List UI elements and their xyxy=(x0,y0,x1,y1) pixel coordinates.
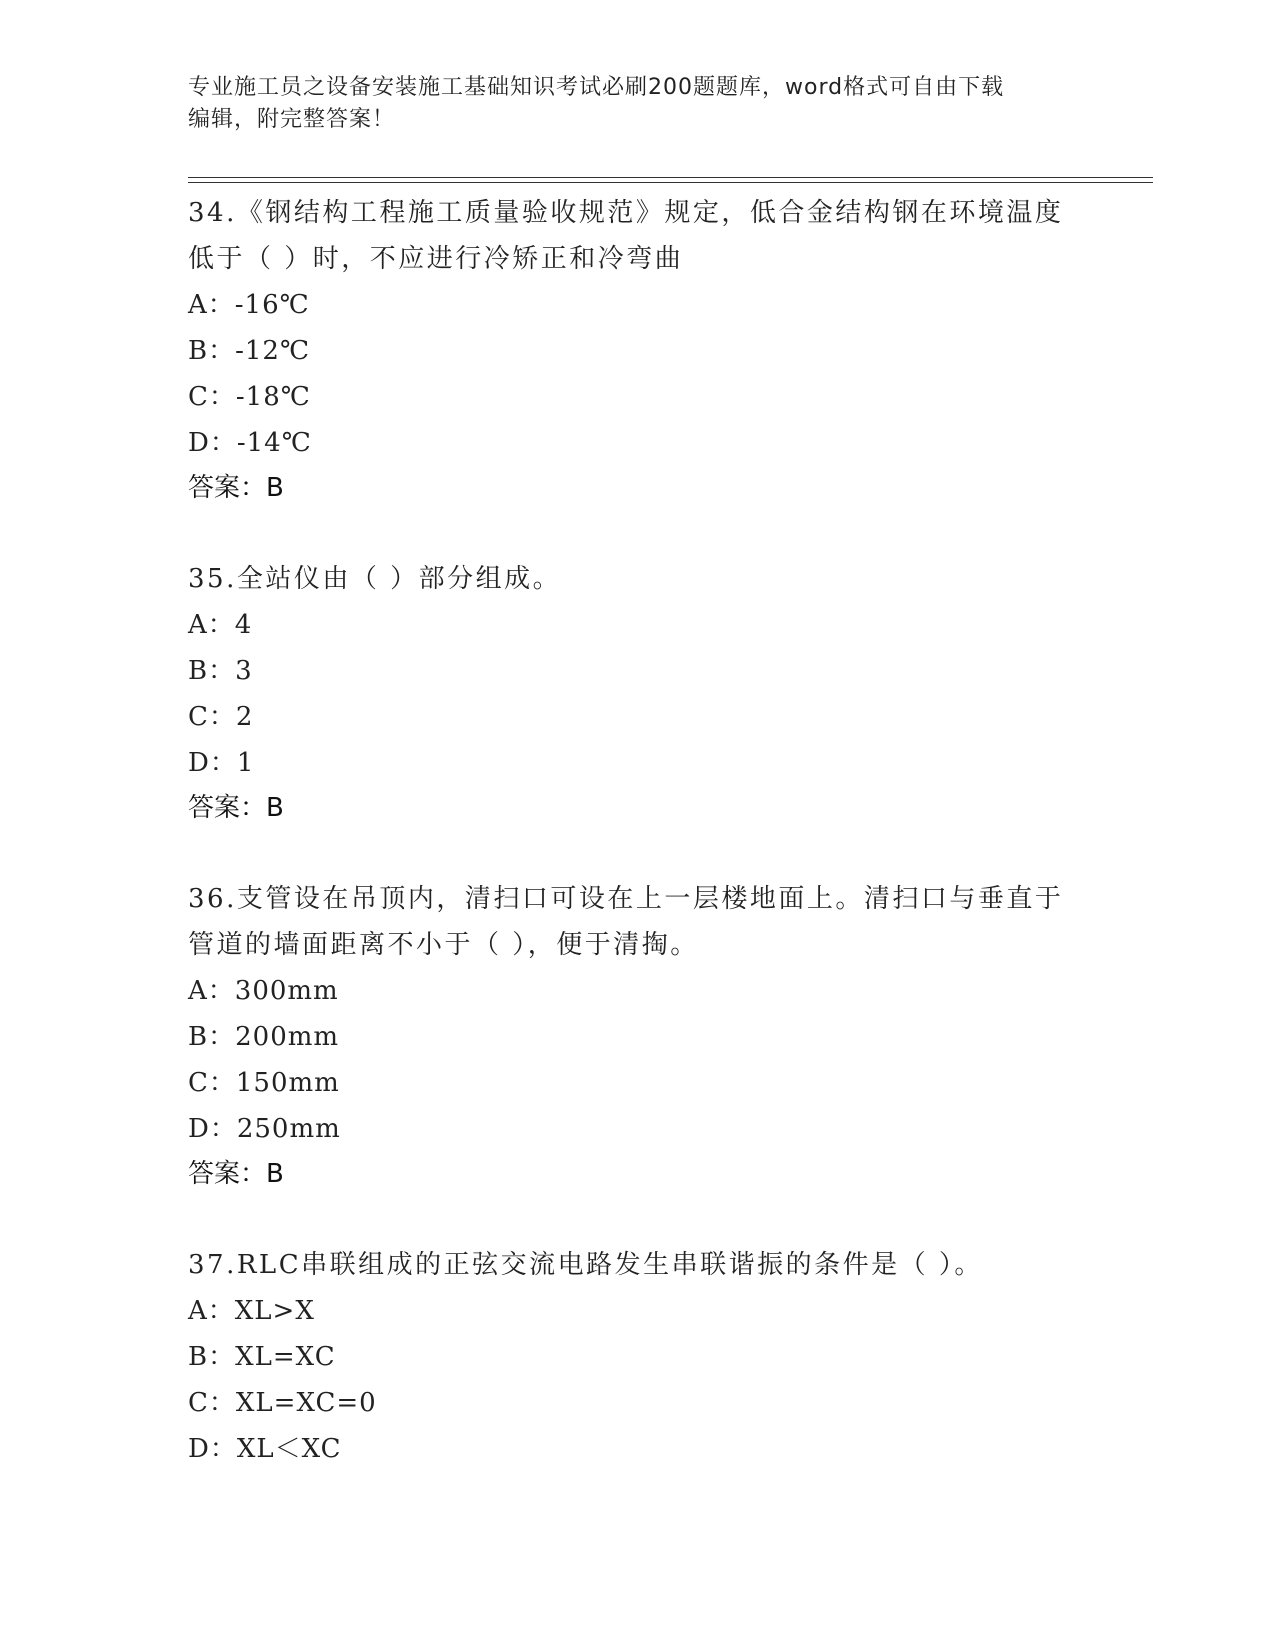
option-c: C：2 xyxy=(188,702,254,732)
option-d: D：XL＜XC xyxy=(188,1434,342,1464)
option-a: A：XL>X xyxy=(188,1296,315,1326)
option-d: D：1 xyxy=(188,748,255,778)
question-text-continued: 低于（ ）时，不应进行冷矫正和冷弯曲 xyxy=(188,244,684,274)
option-b: B：-12℃ xyxy=(188,336,311,366)
question-36 xyxy=(188,876,1088,1196)
header-divider-bottom xyxy=(188,182,1153,183)
header-line-1: 专业施工员之设备安装施工基础知识考试必刷200题题库，word格式可自由下载 xyxy=(188,75,1005,100)
option-d: D：250mm xyxy=(188,1114,341,1144)
question-35 xyxy=(188,556,1088,830)
question-text: 35.全站仪由（ ）部分组成。 xyxy=(188,564,562,594)
option-a: A：-16℃ xyxy=(188,290,310,320)
answer: 答案：B xyxy=(188,1159,284,1189)
question-37 xyxy=(188,1242,1088,1472)
option-c: C：-18℃ xyxy=(188,382,311,412)
option-d: D：-14℃ xyxy=(188,428,312,458)
question-text: 34.《钢结构工程施工质量验收规范》规定，低合金结构钢在环境温度 xyxy=(188,198,1064,228)
option-a: A：4 xyxy=(188,610,253,640)
answer: 答案：B xyxy=(188,793,284,823)
option-b: B：200mm xyxy=(188,1022,340,1052)
option-c: C：XL=XC=0 xyxy=(188,1388,377,1418)
question-34 xyxy=(188,190,1088,510)
question-text-continued: 管道的墙面距离不小于（ ），便于清掏。 xyxy=(188,930,699,960)
answer: 答案：B xyxy=(188,473,284,503)
question-text: 37.RLC串联组成的正弦交流电路发生串联谐振的条件是（ ）。 xyxy=(188,1250,983,1280)
option-b: B：XL=XC xyxy=(188,1342,336,1372)
option-b: B：3 xyxy=(188,656,253,686)
option-a: A：300mm xyxy=(188,976,339,1006)
question-text: 36.支管设在吊顶内，清扫口可设在上一层楼地面上。清扫口与垂直于 xyxy=(188,884,1064,914)
question-list xyxy=(188,190,1088,1518)
option-c: C：150mm xyxy=(188,1068,340,1098)
document-header xyxy=(188,72,1068,136)
header-divider-top xyxy=(188,177,1153,178)
header-line-2: 编辑，附完整答案！ xyxy=(188,107,396,132)
